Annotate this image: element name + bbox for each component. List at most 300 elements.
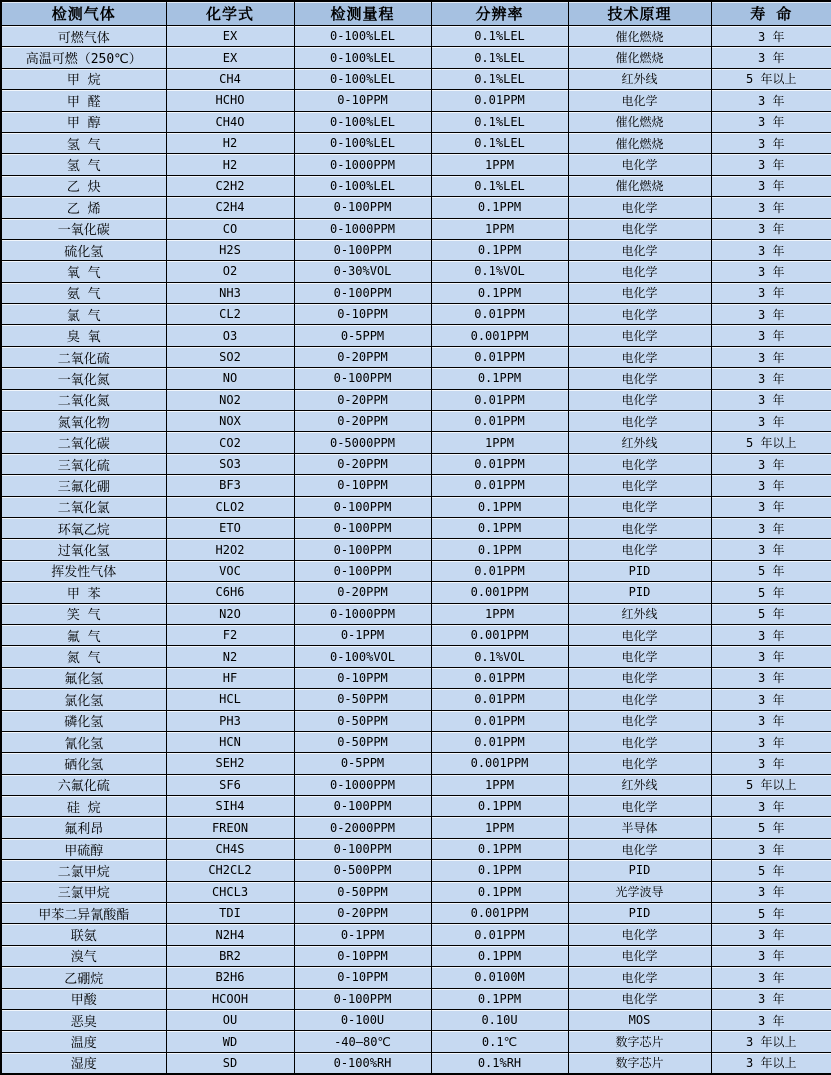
cell-principle: 电化学 <box>568 988 711 1009</box>
cell-formula: H2 <box>166 132 294 153</box>
cell-principle: 电化学 <box>568 624 711 645</box>
cell-lifespan: 3 年 <box>711 646 831 667</box>
table-row <box>1 710 831 731</box>
cell-resolution: 0.01PPM <box>431 710 568 731</box>
cell-gas-name: 氯化氢 <box>1 689 166 710</box>
cell-formula: CH2CL2 <box>166 860 294 881</box>
cell-formula: C2H2 <box>166 175 294 196</box>
cell-resolution: 1PPM <box>431 432 568 453</box>
cell-gas-name: 三氟化硼 <box>1 475 166 496</box>
cell-principle: PID <box>568 903 711 924</box>
cell-principle: 红外线 <box>568 774 711 795</box>
cell-gas-name: 甲硫醇 <box>1 838 166 859</box>
table-row <box>1 881 831 902</box>
cell-gas-name: 甲 烷 <box>1 68 166 89</box>
cell-lifespan: 3 年 <box>711 689 831 710</box>
cell-lifespan: 5 年 <box>711 603 831 624</box>
cell-formula: SEH2 <box>166 753 294 774</box>
column-header-principle: 技术原理 <box>568 1 711 26</box>
cell-principle: 电化学 <box>568 304 711 325</box>
cell-lifespan: 3 年以上 <box>711 1052 831 1074</box>
cell-range: -40—80℃ <box>294 1031 431 1052</box>
cell-lifespan: 5 年以上 <box>711 432 831 453</box>
cell-gas-name: 过氧化氢 <box>1 539 166 560</box>
table-row <box>1 26 831 47</box>
cell-principle: 电化学 <box>568 261 711 282</box>
cell-resolution: 0.1PPM <box>431 239 568 260</box>
cell-formula: HCN <box>166 731 294 752</box>
cell-gas-name: 二氯甲烷 <box>1 860 166 881</box>
cell-gas-name: 氧 气 <box>1 261 166 282</box>
cell-principle: 催化燃烧 <box>568 111 711 132</box>
cell-formula: CH4S <box>166 838 294 859</box>
cell-resolution: 0.001PPM <box>431 753 568 774</box>
cell-formula: BR2 <box>166 945 294 966</box>
cell-gas-name: 恶臭 <box>1 1009 166 1030</box>
table-row <box>1 68 831 89</box>
table-row <box>1 603 831 624</box>
cell-gas-name: 溴气 <box>1 945 166 966</box>
cell-principle: PID <box>568 560 711 581</box>
cell-range: 0-2000PPM <box>294 817 431 838</box>
cell-gas-name: 甲 苯 <box>1 582 166 603</box>
table-row <box>1 945 831 966</box>
cell-range: 0-10PPM <box>294 90 431 111</box>
cell-lifespan: 5 年以上 <box>711 68 831 89</box>
cell-formula: HCL <box>166 689 294 710</box>
table-row <box>1 154 831 175</box>
cell-range: 0-100PPM <box>294 197 431 218</box>
cell-lifespan: 3 年 <box>711 90 831 111</box>
table-row <box>1 517 831 538</box>
table-row <box>1 239 831 260</box>
cell-principle: 数字芯片 <box>568 1031 711 1052</box>
cell-gas-name: 磷化氢 <box>1 710 166 731</box>
column-header-gas: 检测气体 <box>1 1 166 26</box>
table-header <box>1 1 831 26</box>
cell-range: 0-5PPM <box>294 753 431 774</box>
cell-range: 0-10PPM <box>294 475 431 496</box>
table-row <box>1 132 831 153</box>
cell-principle: 红外线 <box>568 68 711 89</box>
cell-resolution: 0.001PPM <box>431 582 568 603</box>
table-row <box>1 582 831 603</box>
cell-principle: 催化燃烧 <box>568 47 711 68</box>
cell-resolution: 0.1PPM <box>431 838 568 859</box>
cell-resolution: 0.1%LEL <box>431 68 568 89</box>
cell-resolution: 0.10U <box>431 1009 568 1030</box>
cell-resolution: 1PPM <box>431 603 568 624</box>
cell-gas-name: 一氧化碳 <box>1 218 166 239</box>
cell-resolution: 0.01PPM <box>431 389 568 410</box>
cell-principle: 电化学 <box>568 154 711 175</box>
cell-gas-name: 氨 气 <box>1 282 166 303</box>
cell-lifespan: 3 年 <box>711 496 831 517</box>
cell-range: 0-100U <box>294 1009 431 1030</box>
cell-formula: H2O2 <box>166 539 294 560</box>
cell-principle: 电化学 <box>568 796 711 817</box>
cell-range: 0-100%LEL <box>294 111 431 132</box>
cell-resolution: 0.1PPM <box>431 539 568 560</box>
cell-range: 0-20PPM <box>294 453 431 474</box>
cell-lifespan: 3 年 <box>711 624 831 645</box>
cell-lifespan: 3 年 <box>711 132 831 153</box>
cell-gas-name: 氟 气 <box>1 624 166 645</box>
table-row <box>1 453 831 474</box>
cell-formula: PH3 <box>166 710 294 731</box>
cell-lifespan: 3 年 <box>711 1009 831 1030</box>
cell-lifespan: 3 年 <box>711 753 831 774</box>
cell-principle: 电化学 <box>568 282 711 303</box>
cell-lifespan: 3 年 <box>711 411 831 432</box>
table-row <box>1 988 831 1009</box>
cell-resolution: 0.1%LEL <box>431 132 568 153</box>
table-row <box>1 1052 831 1074</box>
column-header-resolution: 分辨率 <box>431 1 568 26</box>
cell-resolution: 1PPM <box>431 154 568 175</box>
cell-range: 0-100%LEL <box>294 175 431 196</box>
cell-lifespan: 3 年 <box>711 453 831 474</box>
cell-gas-name: 氮 气 <box>1 646 166 667</box>
cell-principle: 电化学 <box>568 689 711 710</box>
cell-gas-name: 二氧化碳 <box>1 432 166 453</box>
cell-gas-name: 硅 烷 <box>1 796 166 817</box>
table-row <box>1 282 831 303</box>
table-row <box>1 1031 831 1052</box>
cell-resolution: 0.1PPM <box>431 988 568 1009</box>
cell-range: 0-1000PPM <box>294 218 431 239</box>
cell-range: 0-100PPM <box>294 539 431 560</box>
cell-resolution: 0.1PPM <box>431 860 568 881</box>
cell-resolution: 0.01PPM <box>431 304 568 325</box>
cell-range: 0-30%VOL <box>294 261 431 282</box>
cell-principle: 电化学 <box>568 411 711 432</box>
cell-principle: PID <box>568 582 711 603</box>
cell-formula: B2H6 <box>166 967 294 988</box>
cell-formula: ETO <box>166 517 294 538</box>
cell-resolution: 0.1%VOL <box>431 261 568 282</box>
cell-resolution: 0.01PPM <box>431 689 568 710</box>
cell-resolution: 0.1PPM <box>431 368 568 389</box>
table-row <box>1 304 831 325</box>
table-row <box>1 860 831 881</box>
cell-range: 0-10PPM <box>294 967 431 988</box>
cell-principle: 催化燃烧 <box>568 26 711 47</box>
cell-lifespan: 3 年 <box>711 111 831 132</box>
cell-formula: N2 <box>166 646 294 667</box>
cell-range: 0-100PPM <box>294 368 431 389</box>
cell-principle: 电化学 <box>568 197 711 218</box>
table-row <box>1 1009 831 1030</box>
cell-range: 0-500PPM <box>294 860 431 881</box>
table-row <box>1 111 831 132</box>
cell-formula: SIH4 <box>166 796 294 817</box>
cell-lifespan: 3 年 <box>711 325 831 346</box>
table-row <box>1 496 831 517</box>
cell-gas-name: 环氧乙烷 <box>1 517 166 538</box>
cell-range: 0-100%LEL <box>294 26 431 47</box>
table-row <box>1 796 831 817</box>
cell-gas-name: 三氧化硫 <box>1 453 166 474</box>
cell-formula: CL2 <box>166 304 294 325</box>
cell-principle: 电化学 <box>568 218 711 239</box>
cell-principle: 电化学 <box>568 967 711 988</box>
cell-resolution: 0.01PPM <box>431 731 568 752</box>
table-row <box>1 753 831 774</box>
cell-formula: FREON <box>166 817 294 838</box>
cell-formula: N2O <box>166 603 294 624</box>
cell-principle: 电化学 <box>568 731 711 752</box>
cell-formula: CLO2 <box>166 496 294 517</box>
cell-gas-name: 二氧化氯 <box>1 496 166 517</box>
cell-principle: 半导体 <box>568 817 711 838</box>
cell-principle: PID <box>568 860 711 881</box>
cell-resolution: 1PPM <box>431 218 568 239</box>
cell-range: 0-100PPM <box>294 560 431 581</box>
cell-lifespan: 3 年 <box>711 26 831 47</box>
cell-resolution: 0.1PPM <box>431 796 568 817</box>
cell-resolution: 0.1PPM <box>431 496 568 517</box>
cell-principle: 数字芯片 <box>568 1052 711 1074</box>
cell-formula: BF3 <box>166 475 294 496</box>
table-row <box>1 368 831 389</box>
cell-principle: 红外线 <box>568 432 711 453</box>
cell-lifespan: 3 年 <box>711 988 831 1009</box>
cell-gas-name: 乙硼烷 <box>1 967 166 988</box>
table-row <box>1 475 831 496</box>
cell-formula: SF6 <box>166 774 294 795</box>
cell-principle: 电化学 <box>568 475 711 496</box>
cell-range: 0-1PPM <box>294 624 431 645</box>
cell-lifespan: 3 年 <box>711 389 831 410</box>
cell-principle: 电化学 <box>568 667 711 688</box>
table-row <box>1 689 831 710</box>
cell-principle: 光学波导 <box>568 881 711 902</box>
cell-resolution: 0.01PPM <box>431 453 568 474</box>
cell-gas-name: 二氧化氮 <box>1 389 166 410</box>
cell-resolution: 0.1%VOL <box>431 646 568 667</box>
cell-resolution: 0.01PPM <box>431 90 568 111</box>
cell-lifespan: 5 年 <box>711 582 831 603</box>
cell-gas-name: 甲苯二异氰酸酯 <box>1 903 166 924</box>
cell-principle: 电化学 <box>568 496 711 517</box>
cell-principle: 电化学 <box>568 646 711 667</box>
cell-formula: SD <box>166 1052 294 1074</box>
cell-resolution: 0.01PPM <box>431 346 568 367</box>
cell-lifespan: 3 年 <box>711 304 831 325</box>
cell-formula: EX <box>166 47 294 68</box>
cell-resolution: 0.001PPM <box>431 624 568 645</box>
header-row <box>1 1 831 26</box>
table-row <box>1 838 831 859</box>
cell-range: 0-100PPM <box>294 496 431 517</box>
cell-lifespan: 3 年 <box>711 796 831 817</box>
cell-lifespan: 3 年 <box>711 731 831 752</box>
cell-lifespan: 3 年 <box>711 475 831 496</box>
cell-gas-name: 甲酸 <box>1 988 166 1009</box>
cell-formula: CO2 <box>166 432 294 453</box>
cell-lifespan: 3 年 <box>711 710 831 731</box>
table-row <box>1 967 831 988</box>
cell-principle: 电化学 <box>568 325 711 346</box>
cell-lifespan: 5 年 <box>711 817 831 838</box>
cell-formula: VOC <box>166 560 294 581</box>
cell-gas-name: 联氨 <box>1 924 166 945</box>
table-row <box>1 325 831 346</box>
cell-lifespan: 3 年 <box>711 838 831 859</box>
cell-range: 0-100%RH <box>294 1052 431 1074</box>
cell-lifespan: 3 年 <box>711 346 831 367</box>
cell-principle: 电化学 <box>568 239 711 260</box>
cell-gas-name: 臭 氧 <box>1 325 166 346</box>
cell-gas-name: 硒化氢 <box>1 753 166 774</box>
cell-range: 0-1000PPM <box>294 154 431 175</box>
cell-lifespan: 3 年 <box>711 154 831 175</box>
cell-range: 0-20PPM <box>294 582 431 603</box>
cell-range: 0-50PPM <box>294 689 431 710</box>
cell-lifespan: 3 年 <box>711 881 831 902</box>
cell-range: 0-100%VOL <box>294 646 431 667</box>
cell-range: 0-5PPM <box>294 325 431 346</box>
cell-resolution: 0.01PPM <box>431 560 568 581</box>
cell-gas-name: 三氯甲烷 <box>1 881 166 902</box>
cell-gas-name: 乙 炔 <box>1 175 166 196</box>
cell-lifespan: 3 年 <box>711 175 831 196</box>
cell-resolution: 0.001PPM <box>431 903 568 924</box>
table-row <box>1 624 831 645</box>
cell-principle: 电化学 <box>568 389 711 410</box>
cell-range: 0-100%LEL <box>294 47 431 68</box>
cell-gas-name: 乙 烯 <box>1 197 166 218</box>
table-row <box>1 218 831 239</box>
cell-lifespan: 5 年 <box>711 903 831 924</box>
table-row <box>1 261 831 282</box>
cell-gas-name: 二氧化硫 <box>1 346 166 367</box>
cell-lifespan: 3 年 <box>711 218 831 239</box>
cell-range: 0-50PPM <box>294 731 431 752</box>
cell-gas-name: 氯 气 <box>1 304 166 325</box>
cell-resolution: 0.1%LEL <box>431 175 568 196</box>
cell-principle: 电化学 <box>568 924 711 945</box>
table-row <box>1 389 831 410</box>
cell-principle: 电化学 <box>568 945 711 966</box>
cell-principle: 电化学 <box>568 453 711 474</box>
table-body <box>1 26 831 1075</box>
cell-lifespan: 3 年 <box>711 517 831 538</box>
cell-resolution: 0.1PPM <box>431 517 568 538</box>
cell-principle: 催化燃烧 <box>568 132 711 153</box>
table-row <box>1 411 831 432</box>
cell-range: 0-100PPM <box>294 838 431 859</box>
cell-lifespan: 3 年 <box>711 197 831 218</box>
cell-principle: 电化学 <box>568 710 711 731</box>
column-header-formula: 化学式 <box>166 1 294 26</box>
cell-resolution: 0.1%LEL <box>431 26 568 47</box>
cell-formula: C6H6 <box>166 582 294 603</box>
cell-resolution: 0.1PPM <box>431 282 568 303</box>
cell-range: 0-1PPM <box>294 924 431 945</box>
cell-resolution: 0.1PPM <box>431 197 568 218</box>
cell-principle: 红外线 <box>568 603 711 624</box>
cell-resolution: 0.01PPM <box>431 475 568 496</box>
cell-range: 0-20PPM <box>294 903 431 924</box>
cell-resolution: 0.001PPM <box>431 325 568 346</box>
cell-formula: OU <box>166 1009 294 1030</box>
cell-principle: 电化学 <box>568 753 711 774</box>
cell-range: 0-100PPM <box>294 517 431 538</box>
cell-lifespan: 3 年 <box>711 667 831 688</box>
cell-range: 0-1000PPM <box>294 603 431 624</box>
cell-lifespan: 5 年以上 <box>711 774 831 795</box>
cell-resolution: 1PPM <box>431 817 568 838</box>
cell-range: 0-1000PPM <box>294 774 431 795</box>
cell-formula: HCHO <box>166 90 294 111</box>
cell-resolution: 1PPM <box>431 774 568 795</box>
cell-formula: CH4O <box>166 111 294 132</box>
cell-gas-name: 高温可燃（250℃） <box>1 47 166 68</box>
cell-lifespan: 3 年以上 <box>711 1031 831 1052</box>
table-row <box>1 560 831 581</box>
cell-formula: CO <box>166 218 294 239</box>
cell-lifespan: 3 年 <box>711 47 831 68</box>
cell-formula: N2H4 <box>166 924 294 945</box>
cell-range: 0-10PPM <box>294 304 431 325</box>
cell-gas-name: 温度 <box>1 1031 166 1052</box>
cell-formula: O2 <box>166 261 294 282</box>
cell-resolution: 0.1%RH <box>431 1052 568 1074</box>
cell-principle: 催化燃烧 <box>568 175 711 196</box>
cell-range: 0-5000PPM <box>294 432 431 453</box>
cell-range: 0-50PPM <box>294 881 431 902</box>
cell-lifespan: 3 年 <box>711 924 831 945</box>
cell-range: 0-50PPM <box>294 710 431 731</box>
cell-range: 0-100PPM <box>294 988 431 1009</box>
table-row <box>1 346 831 367</box>
cell-lifespan: 3 年 <box>711 945 831 966</box>
column-header-range: 检测量程 <box>294 1 431 26</box>
cell-gas-name: 甲 醛 <box>1 90 166 111</box>
cell-formula: NH3 <box>166 282 294 303</box>
cell-formula: WD <box>166 1031 294 1052</box>
table-row <box>1 924 831 945</box>
cell-range: 0-20PPM <box>294 411 431 432</box>
cell-formula: NOX <box>166 411 294 432</box>
cell-gas-name: 氰化氢 <box>1 731 166 752</box>
cell-lifespan: 5 年 <box>711 860 831 881</box>
table-row <box>1 731 831 752</box>
cell-range: 0-100%LEL <box>294 132 431 153</box>
cell-resolution: 0.01PPM <box>431 667 568 688</box>
cell-formula: C2H4 <box>166 197 294 218</box>
cell-resolution: 0.01PPM <box>431 411 568 432</box>
cell-gas-name: 甲 醇 <box>1 111 166 132</box>
cell-resolution: 0.1%LEL <box>431 47 568 68</box>
cell-resolution: 0.1PPM <box>431 881 568 902</box>
table-row <box>1 175 831 196</box>
cell-resolution: 0.1PPM <box>431 945 568 966</box>
cell-range: 0-100PPM <box>294 282 431 303</box>
table-row <box>1 646 831 667</box>
cell-resolution: 0.01PPM <box>431 924 568 945</box>
table-row <box>1 817 831 838</box>
cell-lifespan: 5 年 <box>711 560 831 581</box>
cell-gas-name: 六氟化硫 <box>1 774 166 795</box>
table-row <box>1 903 831 924</box>
cell-principle: 电化学 <box>568 90 711 111</box>
table-row <box>1 90 831 111</box>
cell-range: 0-100PPM <box>294 796 431 817</box>
cell-range: 0-100PPM <box>294 239 431 260</box>
